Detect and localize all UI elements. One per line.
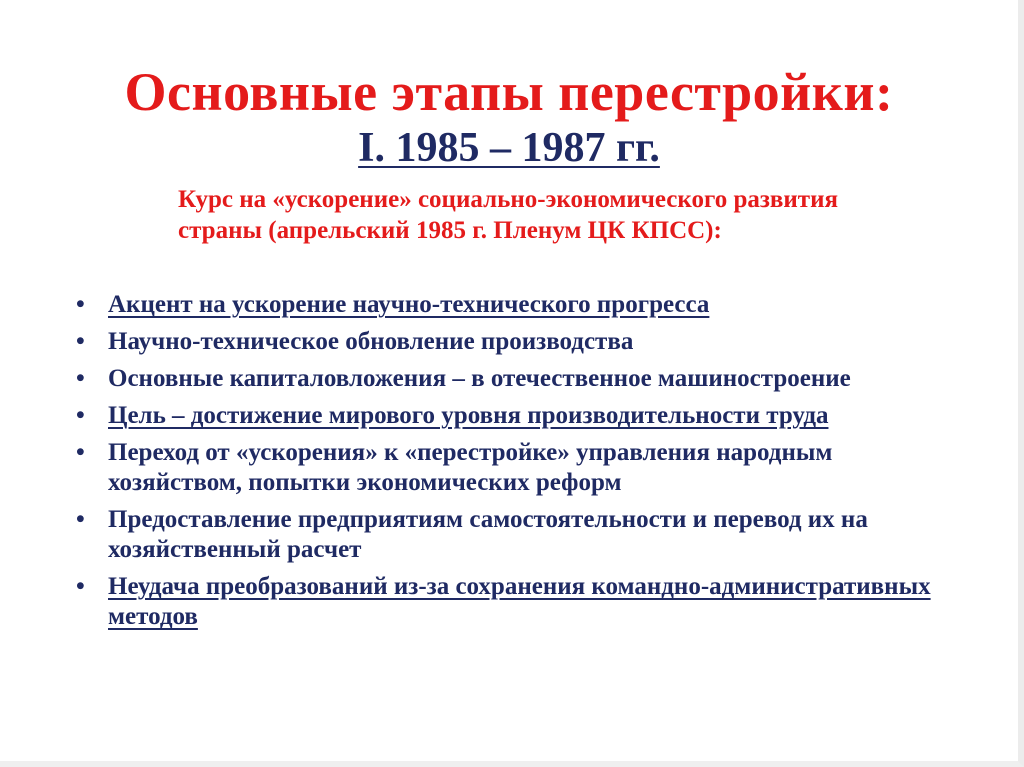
bullet-icon: • bbox=[76, 291, 85, 318]
list-item bbox=[76, 401, 956, 431]
course-subtitle bbox=[178, 184, 978, 246]
list-item bbox=[76, 438, 956, 498]
list-item-text: Цель – достижение мирового уровня производительности труда bbox=[108, 402, 829, 429]
list-item-text: Неудача преобразований из-за сохранения командно-административных методов bbox=[108, 573, 931, 630]
list-item-text: Переход от «ускорения» к «перестройке» управления народным хозяйством, попытки экономических реформ bbox=[108, 439, 833, 496]
list-item bbox=[76, 572, 956, 632]
course-subtitle-line-2: страны (апрельский 1985 г. Пленум ЦК КПСС): bbox=[178, 217, 722, 244]
period-heading bbox=[0, 124, 1018, 172]
course-subtitle-line-1: Курс на «ускорение» социально-экономического развития bbox=[178, 186, 839, 213]
bullet-icon: • bbox=[76, 365, 85, 392]
list-item bbox=[76, 327, 956, 357]
bullet-icon: • bbox=[76, 402, 85, 429]
period-heading-text: I. 1985 – 1987 гг. bbox=[358, 125, 660, 171]
list-item-text: Предоставление предприятиям самостоятельности и перевод их на хозяйственный расчет bbox=[108, 506, 868, 563]
bullet-icon: • bbox=[76, 506, 85, 533]
list-item bbox=[76, 290, 956, 320]
bullet-icon: • bbox=[76, 573, 85, 600]
list-item-text: Акцент на ускорение научно-технического прогресса bbox=[108, 291, 710, 318]
list-item bbox=[76, 364, 956, 394]
bullet-list bbox=[76, 290, 956, 639]
list-item-text: Научно-техническое обновление производства bbox=[108, 328, 634, 355]
bullet-icon: • bbox=[76, 328, 85, 355]
list-item-text: Основные капиталовложения – в отечественное машиностроение bbox=[108, 365, 851, 392]
bullet-icon: • bbox=[76, 439, 85, 466]
slide-title: Основные этапы перестройки: bbox=[124, 62, 894, 122]
list-item bbox=[76, 505, 956, 565]
